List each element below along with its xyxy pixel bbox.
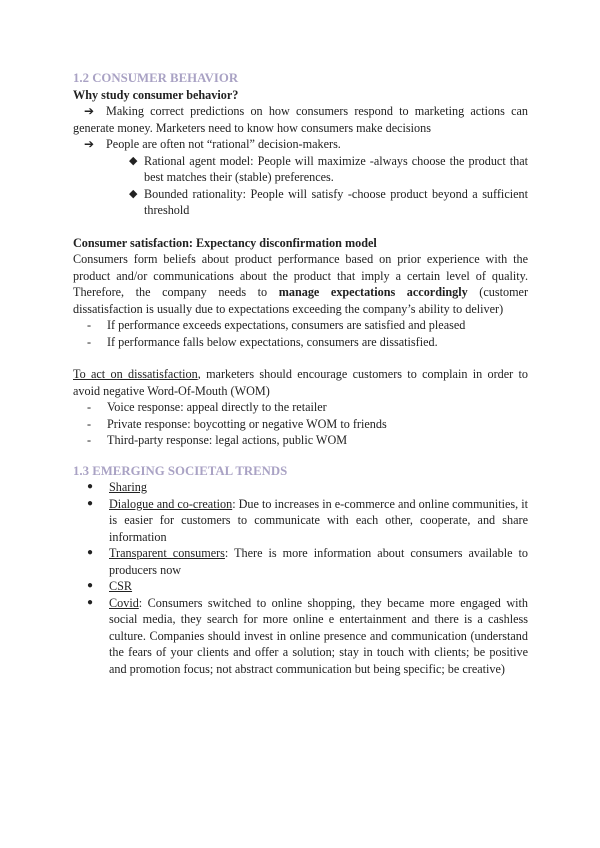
paragraph-text: Consumers form beliefs about product performance based on prior experience with the product and/or communications about the product that imply a certain level of quality. Therefore, the company needs to: [73, 252, 528, 299]
paragraph-consumer-satisfaction: [73, 251, 528, 317]
bullet-icon: ●: [87, 481, 94, 492]
dash-item-voice: [73, 399, 528, 416]
arrow-item-text: People are often not “rational” decision-makers.: [106, 137, 341, 151]
dash-item-private: [73, 416, 528, 433]
underlined-term: Sharing: [109, 480, 147, 494]
arrow-item-text: Making correct predictions on how consumers respond to marketing actions can: [106, 104, 528, 118]
paragraph-act-on-dissatisfaction: [73, 366, 528, 399]
bullet-item-text: : Due to increases in e-commerce and online communities, it is easier for customers to communicate with each other, cooperate, and share information: [109, 496, 528, 544]
underlined-term: Transparent consumers: [109, 546, 225, 560]
section-heading-consumer-behavior: 1.2 CONSUMER BEHAVIOR: [73, 71, 239, 85]
dash-marker: -: [87, 416, 92, 431]
bullet-icon: ●: [87, 580, 94, 591]
dash-item-falls-below: [73, 334, 528, 351]
dash-item-third-party: [73, 432, 528, 449]
bullet-item-covid: [73, 595, 528, 678]
underlined-term: Covid: [109, 595, 139, 610]
paragraph-text: , marketers should encourage customers to complain in order to avoid negative Word-Of-Mouth (WOM): [73, 367, 529, 398]
diamond-item-rational-agent: [73, 153, 528, 186]
subheading-consumer-satisfaction: Consumer satisfaction: Expectancy disconfirmation model: [73, 235, 377, 250]
dash-item-text: If performance exceeds expectations, consumers are satisfied and pleased: [107, 318, 466, 332]
diamond-item-bounded-rationality: [73, 186, 528, 219]
section-heading-societal-trends: 1.3 EMERGING SOCIETAL TRENDS: [73, 463, 288, 478]
arrow-item-rational: [73, 136, 528, 153]
diamond-item-text: Rational agent model: People will maximize -always choose the product that best matches their (stable) preferences.: [144, 153, 528, 184]
bullet-item-transparent: [73, 545, 528, 578]
arrow-item-predictions: [73, 103, 528, 120]
underlined-term: Dialogue and co-creation: [109, 496, 233, 511]
arrow-item-continuation: generate money. Marketers need to know how consumers make decisions: [73, 120, 431, 135]
diamond-item-text: Bounded rationality: People will satisfy -choose product beyond a sufficient threshold: [144, 186, 528, 217]
bullet-icon: ●: [87, 497, 94, 509]
bold-phrase: manage expectations accordingly: [278, 285, 468, 299]
underlined-term: CSR: [109, 579, 133, 593]
dash-marker: -: [87, 318, 92, 332]
bullet-icon: ●: [87, 596, 94, 608]
bullet-icon: ●: [87, 547, 94, 558]
bullet-item-text: : There is more information about consumers available to producers now: [109, 546, 528, 577]
bullet-item-csr: [73, 578, 528, 595]
subheading-why-study: Why study consumer behavior?: [73, 87, 239, 102]
dash-marker: -: [87, 433, 92, 447]
dash-marker: -: [87, 334, 92, 349]
dash-item-exceeds: [73, 317, 528, 334]
bullet-item-text: : Consumers switched to online shopping, they became more engaged with social media, they search for more online e entertainment and there is a cashless culture. Companies should invest in online presence and communication (understand the fears of your clients and offer a solution; stay in touch with clients; be positive and promotion focus; not abstract communication but being specific; be creative): [109, 595, 528, 676]
dash-item-text: Voice response: appeal directly to the retailer: [107, 400, 327, 414]
diamond-icon: ◆: [129, 154, 138, 167]
paragraph-text: (customer dissatisfaction is usually due to expectations exceeding the company’s ability to deliver): [73, 285, 529, 316]
dash-item-text: Private response: boycotting or negative WOM to friends: [107, 416, 387, 431]
dash-marker: -: [87, 400, 92, 414]
diamond-icon: ◆: [129, 187, 138, 200]
document-page: [73, 70, 528, 677]
spacer: [73, 350, 528, 366]
arrow-icon: ➔: [84, 104, 95, 118]
arrow-icon: ➔: [84, 137, 95, 151]
dash-item-text: If performance falls below expectations, consumers are dissatisfied.: [107, 334, 438, 349]
bullet-item-dialogue: [73, 496, 528, 546]
underlined-phrase: To act on dissatisfaction: [73, 367, 198, 381]
spacer: [73, 219, 528, 235]
dash-item-text: Third-party response: legal actions, public WOM: [107, 433, 348, 447]
bullet-item-sharing: [73, 479, 528, 496]
